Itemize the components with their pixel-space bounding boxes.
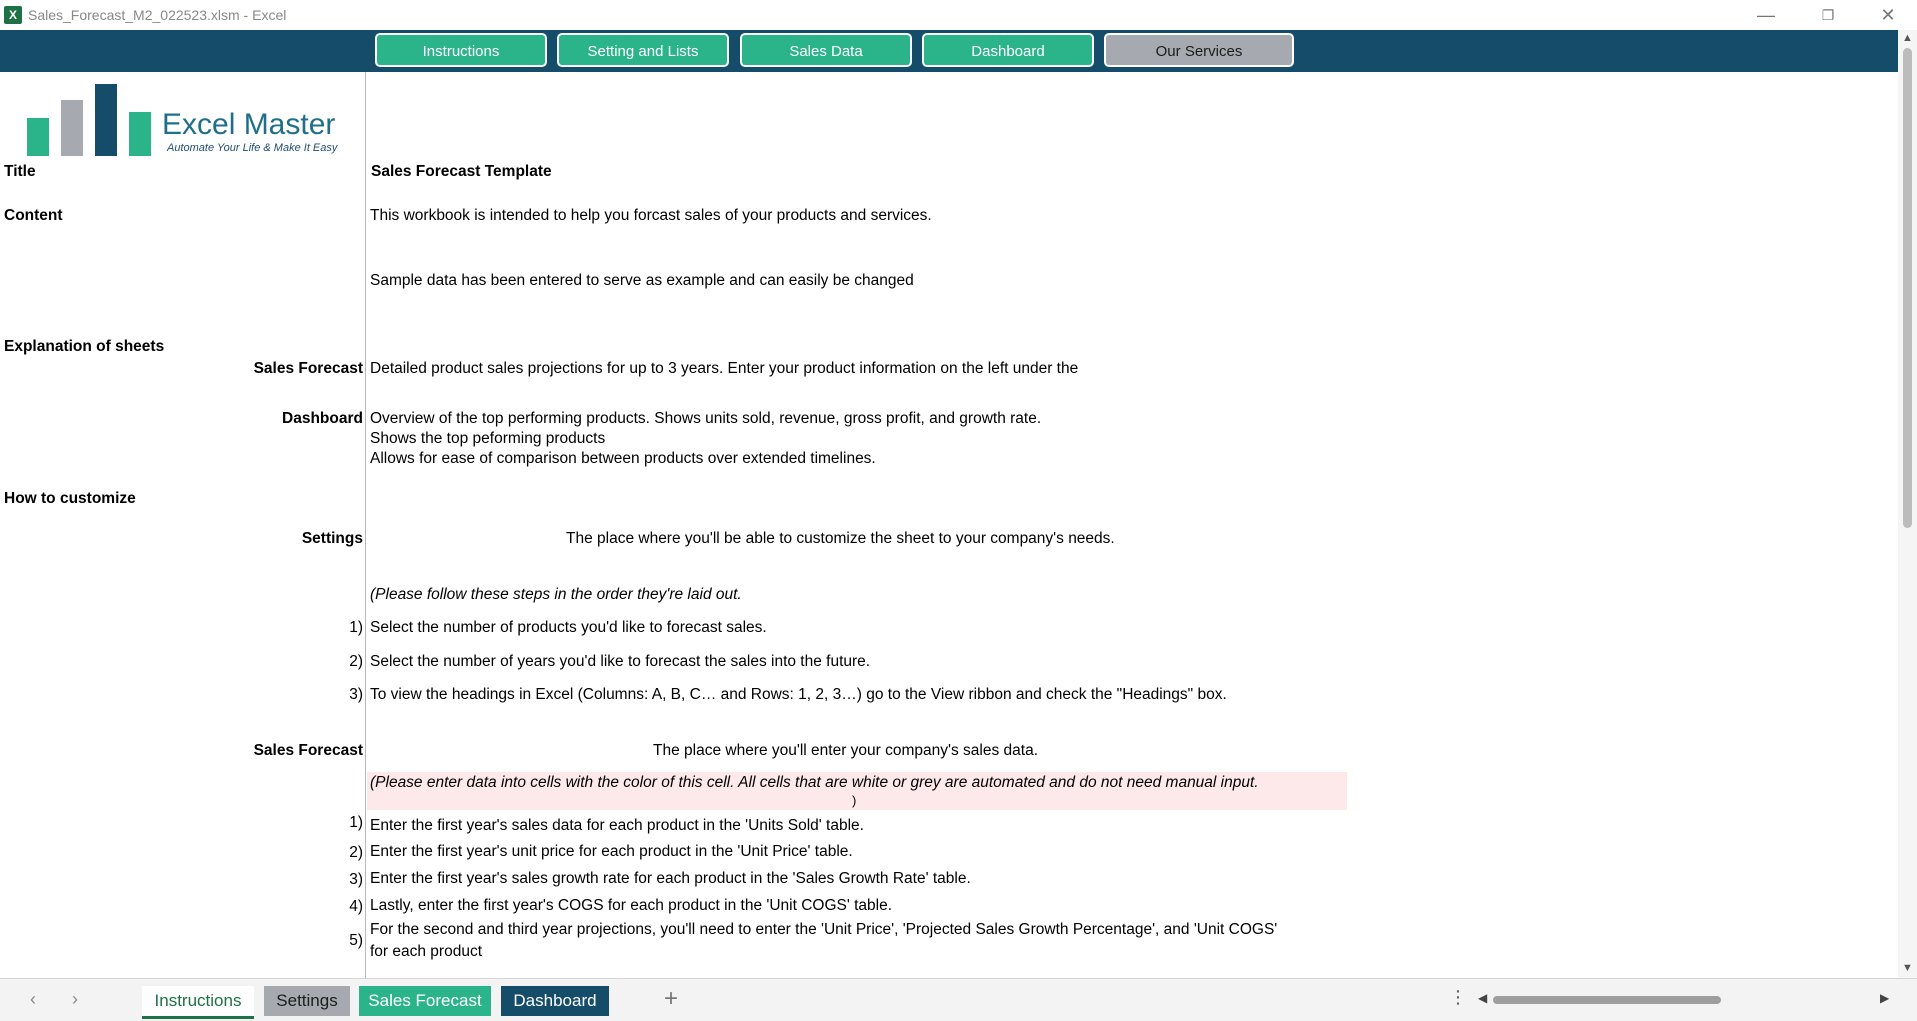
- explanation-label: Explanation of sheets: [4, 338, 165, 355]
- logo-bar-icon: [129, 112, 151, 156]
- logo-bar-icon: [95, 84, 117, 156]
- logo-tagline: Automate Your Life & Make It Easy: [167, 142, 338, 154]
- nav-instructions-button[interactable]: Instructions: [375, 33, 547, 67]
- sf-note-line-1: (Please enter data into cells with the color of this cell. All cells that are white or grey are automated and do not need manual input.: [370, 774, 1259, 791]
- sf-note-line-2: ): [852, 793, 857, 808]
- sheet-tab-settings[interactable]: Settings: [264, 986, 350, 1016]
- dashboard-desc-3: Allows for ease of comparison between products over extended timelines.: [370, 450, 876, 467]
- excel-icon: X: [4, 6, 22, 24]
- excel-master-logo: [22, 80, 352, 156]
- vertical-scroll-thumb[interactable]: [1903, 48, 1912, 528]
- horizontal-scroll-thumb[interactable]: [1493, 996, 1721, 1004]
- sheet-tab-instructions[interactable]: Instructions: [142, 986, 254, 1019]
- content-line-1: This workbook is intended to help you forcast sales of your products and services.: [370, 207, 932, 224]
- title-value: Sales Forecast Template: [371, 163, 552, 180]
- scroll-right-icon[interactable]: ▶: [1880, 991, 1890, 1005]
- sf-step-num: 1): [349, 814, 363, 831]
- nav-band: [0, 30, 1898, 72]
- window-title-bar: [0, 0, 1917, 30]
- logo-bar-icon: [61, 100, 83, 156]
- sheet-tab-dashboard[interactable]: Dashboard: [501, 986, 609, 1016]
- customize-label: How to customize: [4, 490, 136, 507]
- dashboard-desc-1: Overview of the top performing products. Shows units sold, revenue, gross profit, and growth rate.: [370, 410, 1042, 427]
- sf-step-text: Lastly, enter the first year's COGS for each product in the 'Unit COGS' table.: [370, 897, 893, 914]
- scroll-down-icon[interactable]: ▼: [1902, 962, 1913, 974]
- sf-step-text: For the second and third year projections, you'll need to enter the 'Unit Price', 'Projected Sales Growth Percentage', and 'Unit COGS': [370, 921, 1278, 938]
- vertical-scrollbar[interactable]: [1898, 30, 1917, 978]
- settings-label: Settings: [301, 530, 363, 547]
- tab-options-icon[interactable]: ⋮: [1449, 987, 1467, 1007]
- settings-step-num: 3): [349, 686, 363, 703]
- settings-note: (Please follow these steps in the order they're laid out.: [370, 586, 742, 603]
- add-sheet-icon[interactable]: +: [664, 985, 679, 1012]
- dashboard-desc-2: Shows the top peforming products: [370, 430, 606, 447]
- content-line-2: Sample data has been entered to serve as example and can easily be changed: [370, 272, 914, 289]
- sf-desc: The place where you'll enter your company's sales data.: [653, 742, 1039, 759]
- sf-step-num: 4): [349, 898, 363, 915]
- logo-bar-icon: [27, 118, 49, 156]
- sales-forecast-label: Sales Forecast: [253, 360, 363, 377]
- column-divider: [365, 72, 366, 978]
- prev-sheet-icon[interactable]: ‹: [30, 989, 36, 1009]
- nav-settings-button[interactable]: Setting and Lists: [557, 33, 729, 67]
- sheet-tab-bar: [0, 978, 1917, 1021]
- logo-name: Excel Master: [162, 108, 336, 141]
- horizontal-scrollbar[interactable]: [1478, 991, 1890, 1006]
- sales-forecast-desc: Detailed product sales projections for up to 3 years. Enter your product information on the left under the: [370, 360, 1079, 377]
- scroll-up-icon[interactable]: ▲: [1902, 32, 1913, 44]
- sf-label: Sales Forecast: [253, 742, 363, 759]
- nav-dashboard-button[interactable]: Dashboard: [922, 33, 1094, 67]
- settings-step-text: To view the headings in Excel (Columns: A, B, C… and Rows: 1, 2, 3…) go to the View ribbon and check the "Headings" box.: [370, 686, 1227, 703]
- window-title: Sales_Forecast_M2_022523.xlsm - Excel: [28, 7, 287, 23]
- dashboard-label: Dashboard: [282, 410, 363, 427]
- sf-step-num: 2): [349, 844, 363, 861]
- sf-step-text: Enter the first year's sales data for each product in the 'Units Sold' table.: [370, 817, 864, 834]
- scroll-left-icon[interactable]: ◀: [1478, 991, 1488, 1005]
- sf-step-text: Enter the first year's unit price for each product in the 'Unit Price' table.: [370, 843, 853, 860]
- worksheet[interactable]: [0, 72, 1898, 978]
- settings-step-text: Select the number of years you'd like to forecast the sales into the future.: [370, 653, 871, 670]
- settings-desc: The place where you'll be able to customize the sheet to your company's needs.: [566, 530, 1115, 547]
- sf-step-num: 5): [349, 932, 363, 949]
- minimize-icon[interactable]: —: [1757, 5, 1775, 25]
- sf-step-num: 3): [349, 871, 363, 888]
- sf-step-text-cont: for each product: [370, 943, 483, 960]
- nav-sales-data-button[interactable]: Sales Data: [740, 33, 912, 67]
- title-label: Title: [4, 163, 36, 180]
- restore-icon[interactable]: ❐: [1821, 7, 1835, 23]
- nav-our-services-button[interactable]: Our Services: [1104, 33, 1294, 67]
- settings-step-num: 2): [349, 653, 363, 670]
- close-icon[interactable]: ✕: [1880, 5, 1896, 25]
- sheet-tab-sales-forecast[interactable]: Sales Forecast: [359, 986, 491, 1016]
- content-label: Content: [4, 207, 63, 224]
- settings-step-text: Select the number of products you'd like to forecast sales.: [370, 619, 767, 636]
- sf-step-text: Enter the first year's sales growth rate for each product in the 'Sales Growth Rate' table.: [370, 870, 971, 887]
- next-sheet-icon[interactable]: ›: [72, 989, 78, 1009]
- settings-step-num: 1): [349, 619, 363, 636]
